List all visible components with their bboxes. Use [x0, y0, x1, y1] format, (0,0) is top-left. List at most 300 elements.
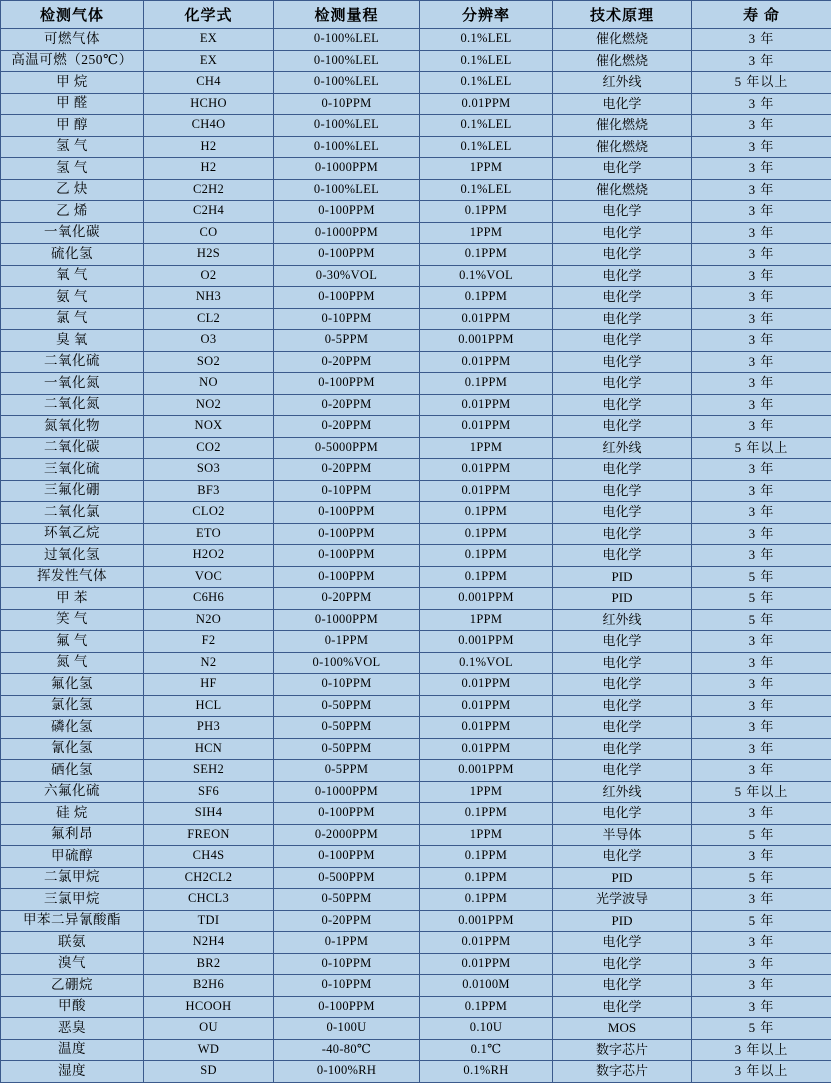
cell-gas-name: 氮氧化物	[1, 416, 144, 438]
cell-gas-name: 笑 气	[1, 609, 144, 631]
table-row	[1, 394, 831, 416]
table-row	[1, 824, 831, 846]
column-header-chemical-formula: 化学式	[144, 1, 274, 29]
cell-chemical-formula: SO3	[144, 459, 274, 481]
cell-technical-principle: 红外线	[553, 72, 692, 94]
table-header	[1, 1, 831, 29]
table-row	[1, 308, 831, 330]
cell-lifespan: 5 年	[692, 566, 831, 588]
cell-resolution: 0.1PPM	[420, 846, 553, 868]
table-row	[1, 244, 831, 266]
cell-lifespan: 3 年	[692, 480, 831, 502]
cell-lifespan: 3 年	[692, 158, 831, 180]
cell-detection-range: 0-100%LEL	[274, 115, 420, 137]
cell-gas-name: 氮 气	[1, 652, 144, 674]
cell-technical-principle: 电化学	[553, 416, 692, 438]
cell-technical-principle: 电化学	[553, 695, 692, 717]
cell-detection-range: 0-10PPM	[274, 93, 420, 115]
cell-detection-range: 0-50PPM	[274, 717, 420, 739]
cell-lifespan: 3 年	[692, 373, 831, 395]
table-row	[1, 50, 831, 72]
cell-resolution: 0.1%VOL	[420, 652, 553, 674]
cell-gas-name: 甲酸	[1, 996, 144, 1018]
cell-gas-name: 乙硼烷	[1, 975, 144, 997]
cell-gas-name: 过氧化氢	[1, 545, 144, 567]
cell-lifespan: 3 年	[692, 201, 831, 223]
cell-gas-name: 甲硫醇	[1, 846, 144, 868]
cell-resolution: 0.1PPM	[420, 287, 553, 309]
cell-gas-name: 臭 氧	[1, 330, 144, 352]
cell-lifespan: 3 年以上	[692, 1061, 831, 1083]
cell-lifespan: 3 年	[692, 287, 831, 309]
cell-detection-range: 0-100PPM	[274, 287, 420, 309]
cell-chemical-formula: PH3	[144, 717, 274, 739]
cell-lifespan: 5 年	[692, 824, 831, 846]
cell-technical-principle: MOS	[553, 1018, 692, 1040]
cell-resolution: 0.1PPM	[420, 201, 553, 223]
cell-chemical-formula: HCN	[144, 738, 274, 760]
cell-detection-range: 0-100PPM	[274, 566, 420, 588]
table-row	[1, 781, 831, 803]
cell-lifespan: 3 年	[692, 330, 831, 352]
cell-gas-name: 甲 苯	[1, 588, 144, 610]
cell-technical-principle: PID	[553, 566, 692, 588]
cell-resolution: 0.001PPM	[420, 631, 553, 653]
cell-technical-principle: 数字芯片	[553, 1061, 692, 1083]
cell-gas-name: 氨 气	[1, 287, 144, 309]
header-row	[1, 1, 831, 29]
table-row	[1, 566, 831, 588]
cell-technical-principle: 电化学	[553, 953, 692, 975]
table-row	[1, 29, 831, 51]
table-row	[1, 975, 831, 997]
cell-chemical-formula: NOX	[144, 416, 274, 438]
cell-resolution: 0.10U	[420, 1018, 553, 1040]
cell-resolution: 0.001PPM	[420, 588, 553, 610]
table-row	[1, 652, 831, 674]
cell-technical-principle: 红外线	[553, 781, 692, 803]
table-body	[1, 29, 831, 1083]
cell-detection-range: 0-1000PPM	[274, 222, 420, 244]
cell-technical-principle: 电化学	[553, 545, 692, 567]
cell-gas-name: 可燃气体	[1, 29, 144, 51]
cell-detection-range: 0-100%VOL	[274, 652, 420, 674]
table-row	[1, 717, 831, 739]
cell-gas-name: 溴气	[1, 953, 144, 975]
cell-detection-range: 0-10PPM	[274, 308, 420, 330]
cell-technical-principle: 催化燃烧	[553, 50, 692, 72]
table-row	[1, 588, 831, 610]
cell-technical-principle: 红外线	[553, 437, 692, 459]
cell-technical-principle: 电化学	[553, 459, 692, 481]
cell-detection-range: 0-2000PPM	[274, 824, 420, 846]
cell-lifespan: 5 年	[692, 588, 831, 610]
cell-lifespan: 3 年	[692, 459, 831, 481]
cell-chemical-formula: CO2	[144, 437, 274, 459]
cell-detection-range: 0-100%LEL	[274, 179, 420, 201]
cell-lifespan: 3 年	[692, 115, 831, 137]
cell-chemical-formula: EX	[144, 29, 274, 51]
cell-chemical-formula: HCOOH	[144, 996, 274, 1018]
cell-detection-range: 0-20PPM	[274, 416, 420, 438]
table-row	[1, 910, 831, 932]
table-row	[1, 158, 831, 180]
cell-gas-name: 一氧化碳	[1, 222, 144, 244]
cell-technical-principle: 电化学	[553, 394, 692, 416]
cell-chemical-formula: OU	[144, 1018, 274, 1040]
cell-lifespan: 5 年	[692, 910, 831, 932]
cell-technical-principle: 电化学	[553, 93, 692, 115]
table-row	[1, 523, 831, 545]
cell-detection-range: 0-100PPM	[274, 502, 420, 524]
cell-technical-principle: 电化学	[553, 652, 692, 674]
table-row	[1, 695, 831, 717]
cell-technical-principle: 催化燃烧	[553, 115, 692, 137]
cell-technical-principle: 电化学	[553, 738, 692, 760]
cell-resolution: 0.1PPM	[420, 523, 553, 545]
cell-lifespan: 3 年	[692, 652, 831, 674]
cell-technical-principle: 电化学	[553, 631, 692, 653]
cell-technical-principle: 电化学	[553, 674, 692, 696]
cell-resolution: 1PPM	[420, 824, 553, 846]
cell-lifespan: 3 年	[692, 523, 831, 545]
cell-chemical-formula: N2O	[144, 609, 274, 631]
cell-resolution: 0.01PPM	[420, 674, 553, 696]
cell-detection-range: 0-5PPM	[274, 330, 420, 352]
cell-detection-range: 0-30%VOL	[274, 265, 420, 287]
cell-chemical-formula: SF6	[144, 781, 274, 803]
cell-technical-principle: 电化学	[553, 222, 692, 244]
cell-resolution: 0.01PPM	[420, 308, 553, 330]
cell-lifespan: 3 年	[692, 738, 831, 760]
table-row	[1, 631, 831, 653]
cell-resolution: 1PPM	[420, 222, 553, 244]
table-row	[1, 760, 831, 782]
cell-chemical-formula: NO2	[144, 394, 274, 416]
cell-detection-range: -40-80℃	[274, 1039, 420, 1061]
cell-technical-principle: 电化学	[553, 523, 692, 545]
cell-resolution: 0.001PPM	[420, 760, 553, 782]
cell-chemical-formula: SD	[144, 1061, 274, 1083]
table-row	[1, 545, 831, 567]
cell-technical-principle: 电化学	[553, 717, 692, 739]
table-row	[1, 609, 831, 631]
cell-technical-principle: 数字芯片	[553, 1039, 692, 1061]
cell-chemical-formula: CH2CL2	[144, 867, 274, 889]
cell-lifespan: 3 年	[692, 674, 831, 696]
table-row	[1, 201, 831, 223]
cell-lifespan: 3 年	[692, 760, 831, 782]
cell-gas-name: 硫化氢	[1, 244, 144, 266]
cell-detection-range: 0-1000PPM	[274, 158, 420, 180]
cell-lifespan: 3 年	[692, 394, 831, 416]
cell-chemical-formula: B2H6	[144, 975, 274, 997]
cell-resolution: 0.1℃	[420, 1039, 553, 1061]
column-header-gas-name: 检测气体	[1, 1, 144, 29]
cell-detection-range: 0-10PPM	[274, 975, 420, 997]
cell-chemical-formula: O2	[144, 265, 274, 287]
cell-lifespan: 3 年	[692, 93, 831, 115]
cell-chemical-formula: BR2	[144, 953, 274, 975]
cell-resolution: 0.001PPM	[420, 330, 553, 352]
cell-technical-principle: 电化学	[553, 373, 692, 395]
cell-resolution: 0.01PPM	[420, 394, 553, 416]
table-row	[1, 459, 831, 481]
cell-technical-principle: 红外线	[553, 609, 692, 631]
cell-gas-name: 二氯甲烷	[1, 867, 144, 889]
table-row	[1, 222, 831, 244]
cell-gas-name: 氯化氢	[1, 695, 144, 717]
cell-detection-range: 0-100PPM	[274, 803, 420, 825]
cell-chemical-formula: SO2	[144, 351, 274, 373]
cell-chemical-formula: NH3	[144, 287, 274, 309]
cell-chemical-formula: TDI	[144, 910, 274, 932]
table-row	[1, 136, 831, 158]
table-row	[1, 867, 831, 889]
cell-gas-name: 乙 炔	[1, 179, 144, 201]
cell-gas-name: 二氧化氮	[1, 394, 144, 416]
cell-gas-name: 恶臭	[1, 1018, 144, 1040]
cell-gas-name: 湿度	[1, 1061, 144, 1083]
cell-gas-name: 甲 醇	[1, 115, 144, 137]
cell-detection-range: 0-20PPM	[274, 910, 420, 932]
cell-lifespan: 5 年	[692, 1018, 831, 1040]
cell-detection-range: 0-100PPM	[274, 373, 420, 395]
cell-lifespan: 3 年	[692, 222, 831, 244]
cell-chemical-formula: SEH2	[144, 760, 274, 782]
cell-technical-principle: 电化学	[553, 287, 692, 309]
cell-resolution: 0.01PPM	[420, 459, 553, 481]
cell-detection-range: 0-5000PPM	[274, 437, 420, 459]
cell-lifespan: 3 年	[692, 631, 831, 653]
cell-lifespan: 3 年	[692, 351, 831, 373]
cell-gas-name: 氯 气	[1, 308, 144, 330]
cell-gas-name: 温度	[1, 1039, 144, 1061]
cell-technical-principle: 电化学	[553, 846, 692, 868]
cell-technical-principle: 催化燃烧	[553, 179, 692, 201]
cell-gas-name: 二氧化碳	[1, 437, 144, 459]
cell-detection-range: 0-10PPM	[274, 480, 420, 502]
cell-resolution: 0.1PPM	[420, 867, 553, 889]
cell-detection-range: 0-500PPM	[274, 867, 420, 889]
cell-resolution: 0.1PPM	[420, 996, 553, 1018]
cell-detection-range: 0-5PPM	[274, 760, 420, 782]
cell-technical-principle: 电化学	[553, 265, 692, 287]
cell-lifespan: 5 年	[692, 609, 831, 631]
table-row	[1, 115, 831, 137]
cell-technical-principle: PID	[553, 910, 692, 932]
cell-chemical-formula: CH4	[144, 72, 274, 94]
cell-lifespan: 3 年	[692, 975, 831, 997]
cell-resolution: 0.01PPM	[420, 93, 553, 115]
cell-lifespan: 3 年	[692, 889, 831, 911]
cell-technical-principle: 半导体	[553, 824, 692, 846]
cell-technical-principle: PID	[553, 588, 692, 610]
cell-resolution: 0.1PPM	[420, 803, 553, 825]
cell-gas-name: 环氧乙烷	[1, 523, 144, 545]
cell-chemical-formula: C6H6	[144, 588, 274, 610]
cell-chemical-formula: H2	[144, 136, 274, 158]
cell-gas-name: 氢 气	[1, 136, 144, 158]
cell-gas-name: 一氧化氮	[1, 373, 144, 395]
cell-chemical-formula: CL2	[144, 308, 274, 330]
table-row	[1, 330, 831, 352]
cell-chemical-formula: FREON	[144, 824, 274, 846]
cell-lifespan: 3 年	[692, 695, 831, 717]
cell-technical-principle: 电化学	[553, 244, 692, 266]
cell-gas-name: 挥发性气体	[1, 566, 144, 588]
cell-technical-principle: 电化学	[553, 480, 692, 502]
cell-technical-principle: 光学波导	[553, 889, 692, 911]
cell-lifespan: 3 年以上	[692, 1039, 831, 1061]
cell-detection-range: 0-100%LEL	[274, 72, 420, 94]
cell-detection-range: 0-1PPM	[274, 631, 420, 653]
cell-lifespan: 3 年	[692, 545, 831, 567]
cell-lifespan: 3 年	[692, 29, 831, 51]
cell-lifespan: 3 年	[692, 265, 831, 287]
cell-detection-range: 0-20PPM	[274, 394, 420, 416]
table-row	[1, 480, 831, 502]
column-header-lifespan: 寿 命	[692, 1, 831, 29]
cell-lifespan: 3 年	[692, 416, 831, 438]
cell-detection-range: 0-1PPM	[274, 932, 420, 954]
table-row	[1, 932, 831, 954]
cell-lifespan: 3 年	[692, 846, 831, 868]
cell-technical-principle: PID	[553, 867, 692, 889]
cell-chemical-formula: CH4O	[144, 115, 274, 137]
cell-chemical-formula: BF3	[144, 480, 274, 502]
cell-chemical-formula: HF	[144, 674, 274, 696]
cell-lifespan: 3 年	[692, 953, 831, 975]
cell-gas-name: 氟利昂	[1, 824, 144, 846]
table-row	[1, 287, 831, 309]
cell-resolution: 0.01PPM	[420, 351, 553, 373]
cell-detection-range: 0-10PPM	[274, 674, 420, 696]
table-row	[1, 179, 831, 201]
cell-gas-name: 三氟化硼	[1, 480, 144, 502]
cell-gas-name: 三氯甲烷	[1, 889, 144, 911]
cell-resolution: 0.1PPM	[420, 244, 553, 266]
cell-detection-range: 0-1000PPM	[274, 609, 420, 631]
table-row	[1, 416, 831, 438]
cell-technical-principle: 电化学	[553, 803, 692, 825]
cell-chemical-formula: N2	[144, 652, 274, 674]
cell-chemical-formula: CO	[144, 222, 274, 244]
table-row	[1, 93, 831, 115]
cell-detection-range: 0-100PPM	[274, 545, 420, 567]
cell-lifespan: 3 年	[692, 717, 831, 739]
column-header-detection-range: 检测量程	[274, 1, 420, 29]
cell-resolution: 0.01PPM	[420, 416, 553, 438]
cell-resolution: 1PPM	[420, 437, 553, 459]
cell-detection-range: 0-100%LEL	[274, 50, 420, 72]
cell-resolution: 0.1PPM	[420, 373, 553, 395]
cell-gas-name: 磷化氢	[1, 717, 144, 739]
cell-technical-principle: 电化学	[553, 330, 692, 352]
cell-gas-name: 六氟化硫	[1, 781, 144, 803]
cell-gas-name: 氰化氢	[1, 738, 144, 760]
cell-resolution: 0.1PPM	[420, 889, 553, 911]
cell-technical-principle: 电化学	[553, 932, 692, 954]
cell-chemical-formula: H2O2	[144, 545, 274, 567]
cell-chemical-formula: WD	[144, 1039, 274, 1061]
cell-chemical-formula: HCL	[144, 695, 274, 717]
cell-resolution: 0.0100M	[420, 975, 553, 997]
cell-technical-principle: 电化学	[553, 201, 692, 223]
cell-chemical-formula: HCHO	[144, 93, 274, 115]
table-row	[1, 846, 831, 868]
cell-resolution: 0.01PPM	[420, 738, 553, 760]
cell-detection-range: 0-50PPM	[274, 695, 420, 717]
cell-chemical-formula: C2H4	[144, 201, 274, 223]
cell-detection-range: 0-10PPM	[274, 953, 420, 975]
cell-detection-range: 0-100PPM	[274, 523, 420, 545]
cell-lifespan: 3 年	[692, 136, 831, 158]
cell-resolution: 0.01PPM	[420, 695, 553, 717]
table-row	[1, 1061, 831, 1083]
cell-detection-range: 0-100%LEL	[274, 29, 420, 51]
cell-resolution: 0.1PPM	[420, 566, 553, 588]
cell-chemical-formula: CHCL3	[144, 889, 274, 911]
cell-gas-name: 氟 气	[1, 631, 144, 653]
cell-gas-name: 甲 烷	[1, 72, 144, 94]
cell-technical-principle: 催化燃烧	[553, 136, 692, 158]
cell-chemical-formula: VOC	[144, 566, 274, 588]
cell-lifespan: 3 年	[692, 502, 831, 524]
cell-detection-range: 0-20PPM	[274, 588, 420, 610]
cell-gas-name: 联氨	[1, 932, 144, 954]
cell-chemical-formula: ETO	[144, 523, 274, 545]
cell-resolution: 0.001PPM	[420, 910, 553, 932]
cell-gas-name: 氟化氢	[1, 674, 144, 696]
cell-detection-range: 0-1000PPM	[274, 781, 420, 803]
cell-lifespan: 5 年	[692, 867, 831, 889]
cell-lifespan: 3 年	[692, 932, 831, 954]
cell-chemical-formula: F2	[144, 631, 274, 653]
cell-gas-name: 高温可燃（250℃）	[1, 50, 144, 72]
cell-resolution: 0.1%LEL	[420, 50, 553, 72]
cell-technical-principle: 电化学	[553, 308, 692, 330]
table-row	[1, 953, 831, 975]
table-row	[1, 351, 831, 373]
table-row	[1, 72, 831, 94]
cell-lifespan: 3 年	[692, 308, 831, 330]
cell-lifespan: 5 年以上	[692, 437, 831, 459]
cell-chemical-formula: H2	[144, 158, 274, 180]
cell-resolution: 0.01PPM	[420, 480, 553, 502]
cell-resolution: 0.1%LEL	[420, 136, 553, 158]
cell-resolution: 0.01PPM	[420, 953, 553, 975]
cell-detection-range: 0-50PPM	[274, 889, 420, 911]
cell-gas-name: 氧 气	[1, 265, 144, 287]
cell-gas-name: 二氧化氯	[1, 502, 144, 524]
column-header-resolution: 分辨率	[420, 1, 553, 29]
cell-chemical-formula: CH4S	[144, 846, 274, 868]
cell-gas-name: 氢 气	[1, 158, 144, 180]
cell-lifespan: 3 年	[692, 50, 831, 72]
cell-resolution: 0.1%LEL	[420, 115, 553, 137]
cell-technical-principle: 电化学	[553, 502, 692, 524]
cell-technical-principle: 电化学	[553, 996, 692, 1018]
cell-gas-name: 硅 烷	[1, 803, 144, 825]
cell-detection-range: 0-50PPM	[274, 738, 420, 760]
cell-resolution: 1PPM	[420, 781, 553, 803]
cell-resolution: 0.01PPM	[420, 932, 553, 954]
cell-gas-name: 甲苯二异氰酸酯	[1, 910, 144, 932]
cell-lifespan: 3 年	[692, 244, 831, 266]
cell-chemical-formula: C2H2	[144, 179, 274, 201]
cell-resolution: 0.1%RH	[420, 1061, 553, 1083]
